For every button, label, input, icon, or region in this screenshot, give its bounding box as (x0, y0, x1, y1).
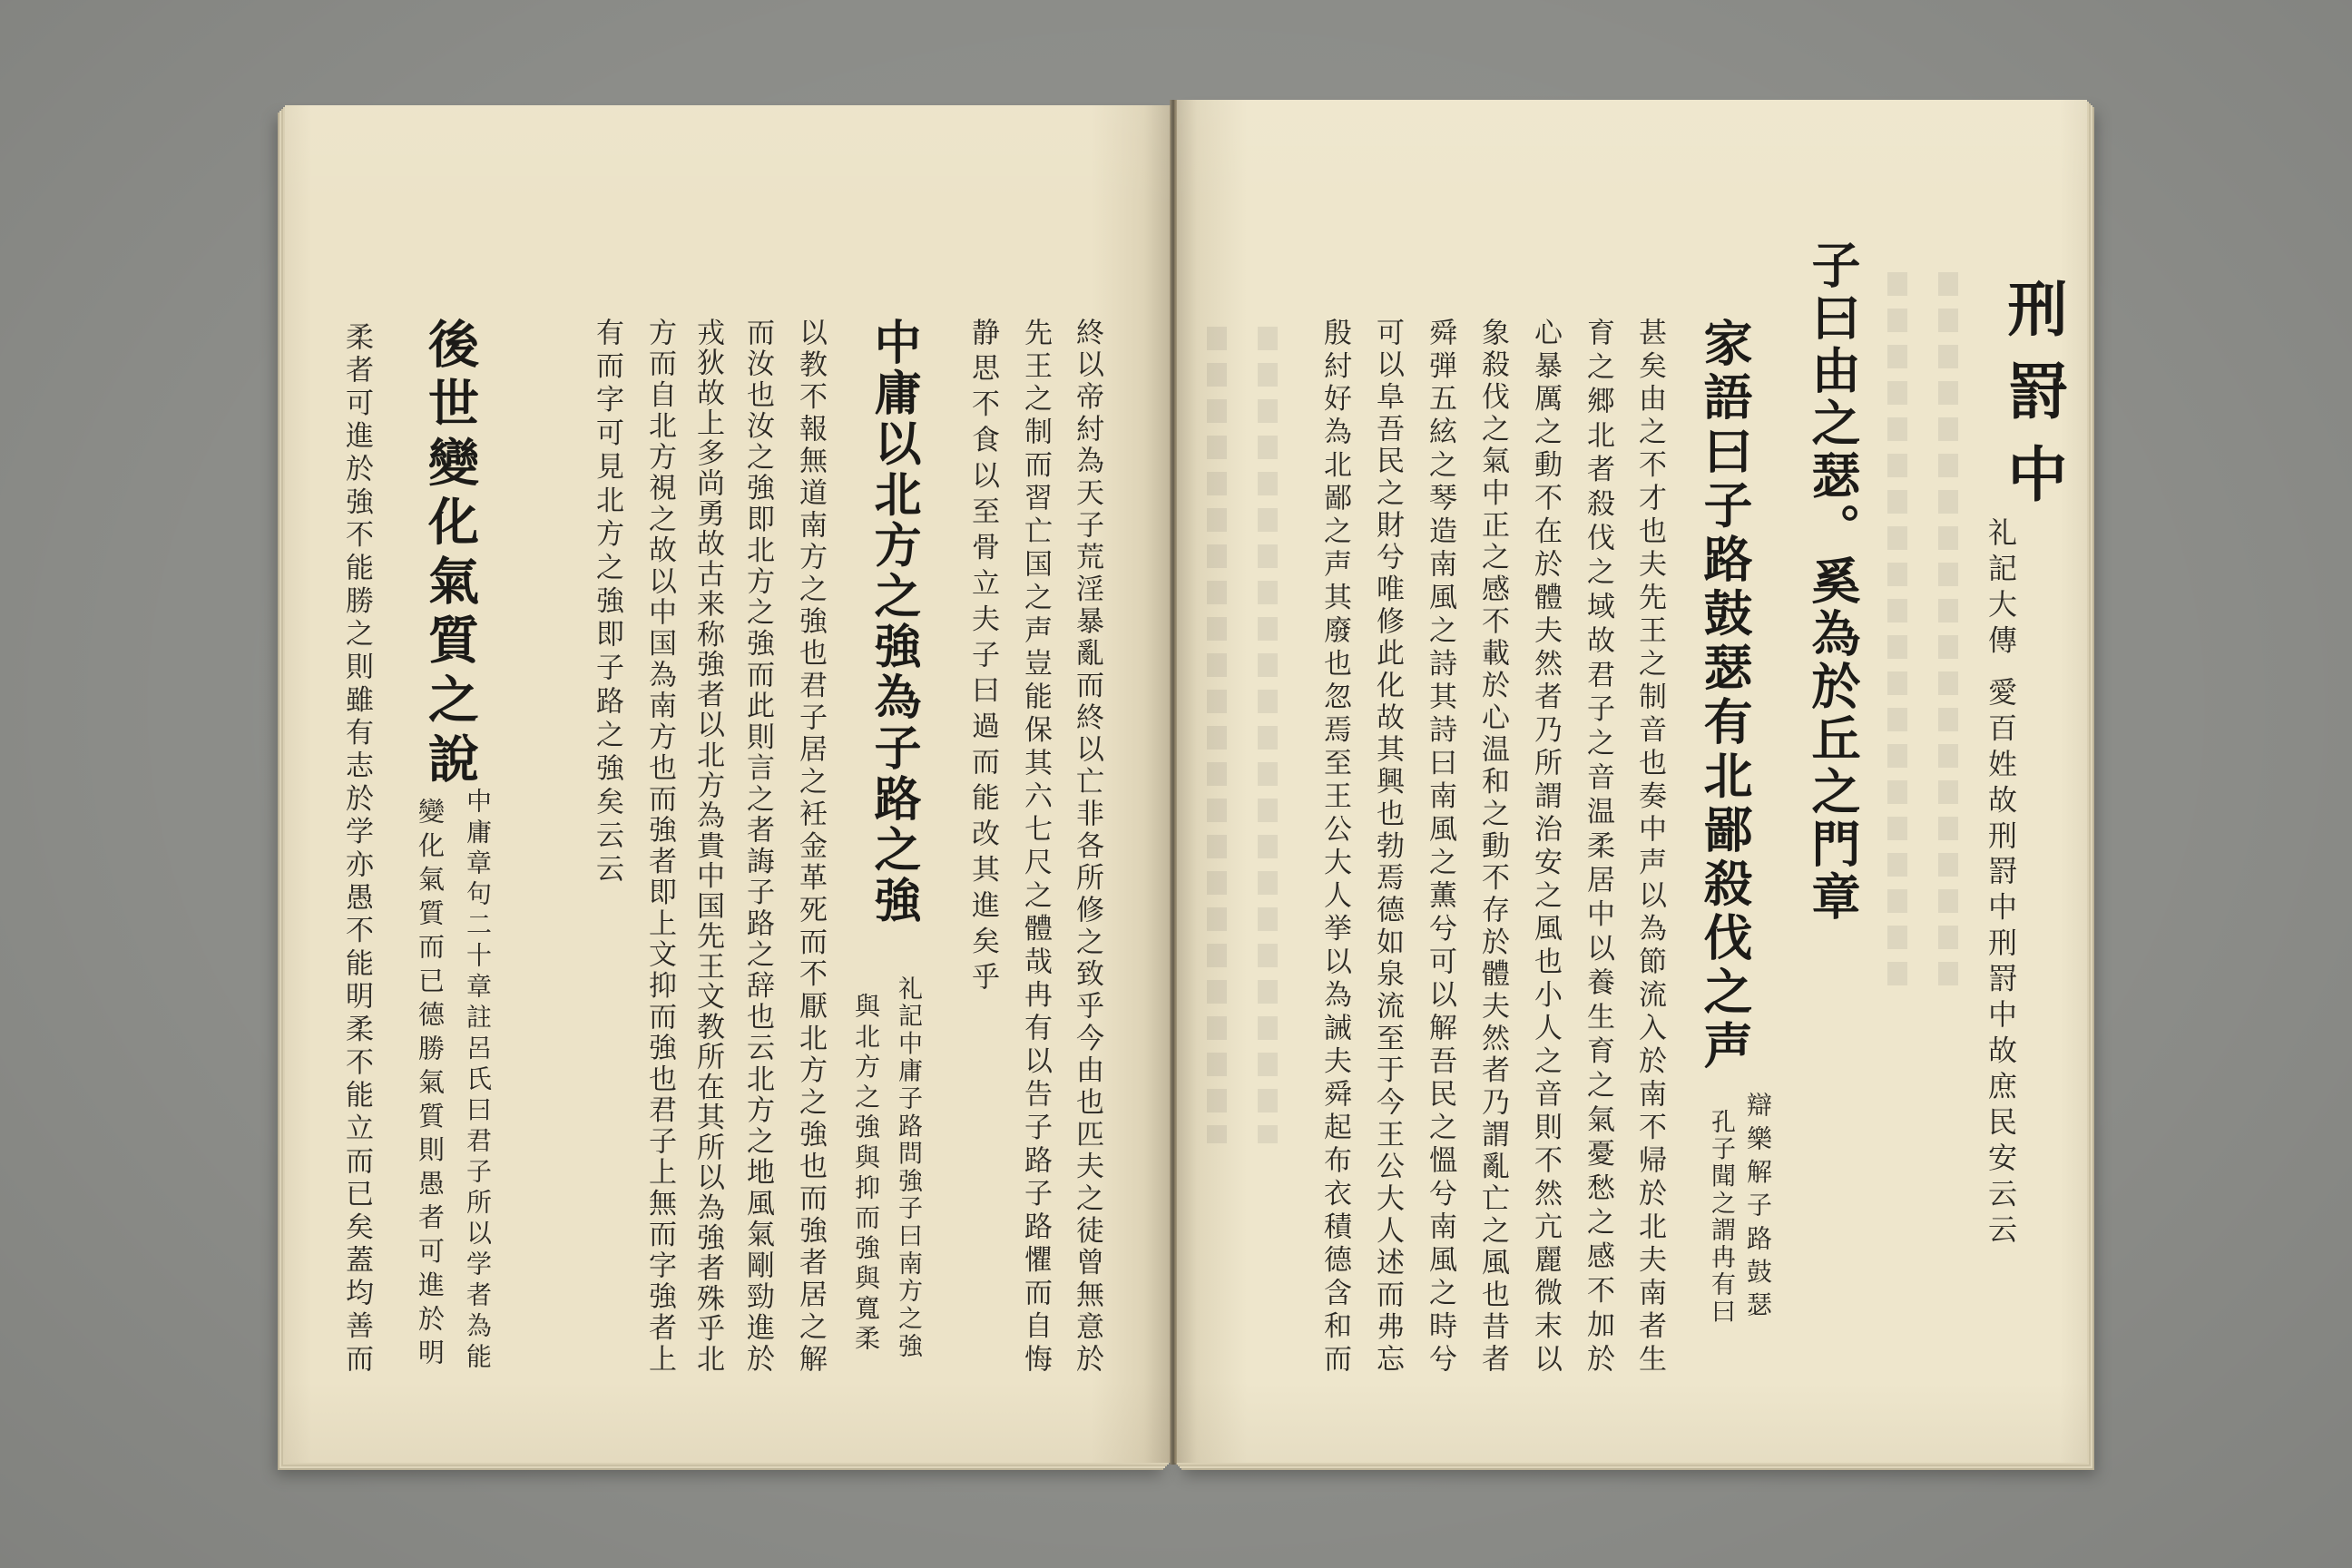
title-source-note: 礼記大傳 愛百姓故刑罸中刑罸中故庶民安云云 (1984, 517, 2018, 1243)
text-column: 戎狄故上多尚勇故古来称強者以北方為貴中国先王文教所在其所以為強者殊乎北 (691, 318, 724, 1372)
heading-jiayu: 家語曰子路鼓瑟有北鄙殺伐之声 (1696, 318, 1754, 1069)
annotation-line: 中庸章句二十章註呂氏曰君子所以学者為能 (463, 788, 493, 1368)
annotation-line: 與北方之強與抑而強與寬柔 (851, 993, 881, 1350)
heading-zhongyong-north-strength: 中庸以北方之強為子路之強 (866, 318, 921, 923)
text-column: 静思不食以至骨立夫子曰過而能改其進矣乎 (966, 318, 999, 990)
text-column: 而汝也汝之強即北方之強而此則言之者誨子路之辞也云北方之地風氣剛勁進於 (741, 318, 774, 1372)
heading-later-transformation: 後世變化氣質之說 (420, 318, 480, 783)
bleed-through-shadow (1887, 272, 1978, 998)
book-gutter (1170, 100, 1177, 1465)
text-column: 舜弾五絃之琴造南風之詩其詩曰南風之薫兮可以解吾民之慍兮南風之時兮 (1424, 318, 1456, 1372)
text-column: 甚矣由之不才也夫先王之制音也奏中声以為節流入於南不帰於北夫南者生 (1633, 318, 1666, 1372)
text-column: 可以阜吾民之財兮唯修此化故其興也勃焉德如泉流至于今王公大人述而弗忘 (1371, 318, 1404, 1372)
text-column: 象殺伐之氣中正之感不載於心温和之動不存於體夫然者乃謂亂亡之風也昔者 (1476, 318, 1509, 1372)
annotation-line: 變化氣質而已德勝氣質則愚者可進於明 (415, 798, 446, 1365)
text-column: 殷紂好為北鄙之声其廢也忽焉至王公大人挙以為誡夫舜起布衣積德含和而 (1318, 318, 1351, 1372)
bleed-through-shadow (1207, 327, 1307, 1143)
section-title: 刑罸中 (1997, 278, 2068, 503)
source-note-left-line: 孔子聞之謂冉有曰 (1707, 1109, 1735, 1323)
text-column: 終以帝紂為天子荒淫暴亂而終以亡非各所修之致乎今由也匹夫之徒曾無意於 (1071, 318, 1103, 1372)
annotation-line: 礼記中庸子路問強子曰南方之強 (894, 975, 922, 1357)
text-column: 以教不報無道南方之強也君子居之衽金革死而不厭北方之強也而強者居之解 (794, 318, 827, 1372)
text-column: 育之郷北者殺伐之域故君子之音温柔居中以養生育之氣憂愁之感不加於 (1582, 318, 1614, 1372)
text-column: 柔者可進於強不能勝之則雖有志於学亦愚不能明柔不能立而已矣蓋均善而 (340, 322, 373, 1372)
heading-zilu-se: 子曰由之瑟。奚為於丘之門章 (1804, 240, 1862, 920)
source-note-right-line: 辯樂解子路鼓瑟 (1743, 1092, 1773, 1317)
text-column: 方而自北方視之故以中国為南方也而強者即上文抑而強也君子上無而字強者上 (643, 318, 676, 1372)
text-column: 有而字可見北方之強即子路之強矣云云 (591, 318, 623, 882)
text-column: 先王之制而習亡国之声豈能保其六七尺之體哉冉有以告子路子路懼而自悔 (1019, 318, 1052, 1372)
text-column: 心暴厲之動不在於體夫然者乃所謂治安之風也小人之音則不然亢麗微末以 (1529, 318, 1562, 1372)
